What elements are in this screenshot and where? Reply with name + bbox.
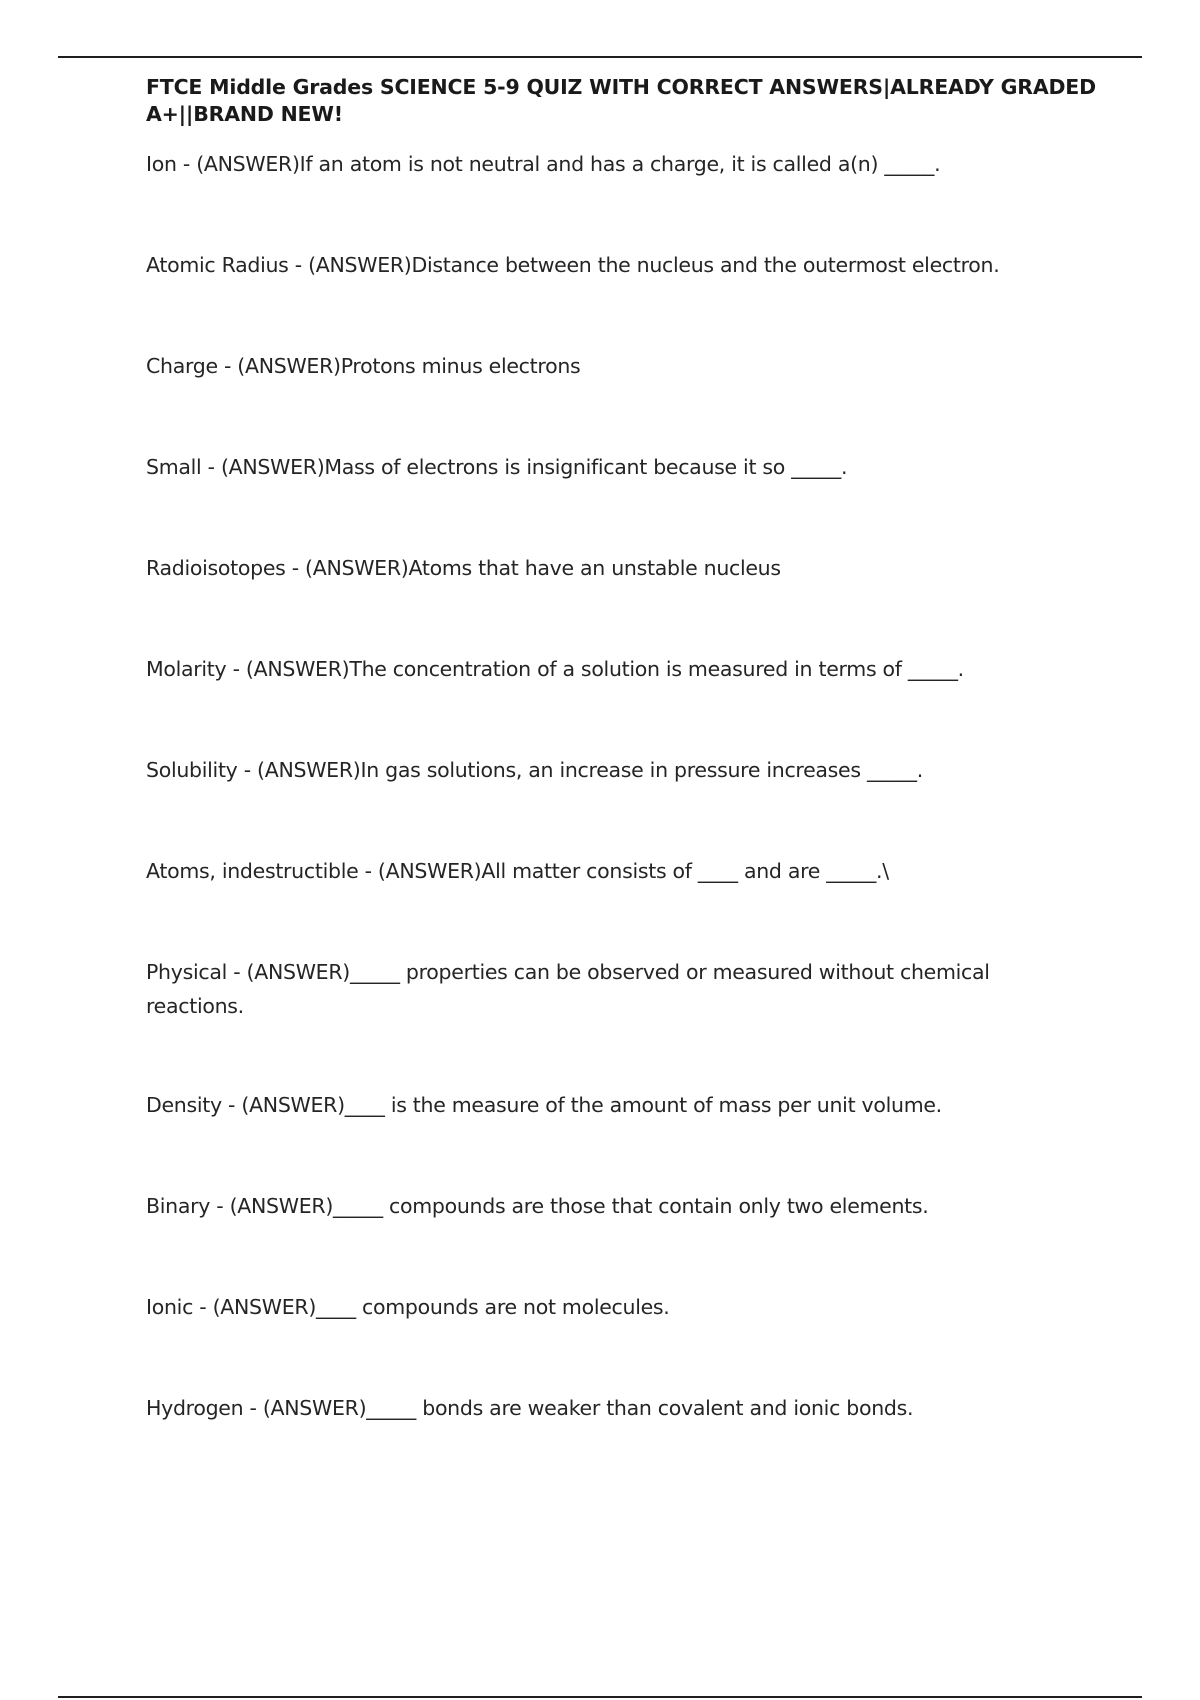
- quiz-entry-list: [146, 147, 1076, 1492]
- bottom-divider: [58, 1696, 1142, 1698]
- quiz-entry: Physical - (ANSWER)_____ properties can be observed or measured without chemical reactions.: [146, 960, 990, 1018]
- quiz-entry: Hydrogen - (ANSWER)_____ bonds are weaker than covalent and ionic bonds.: [146, 1396, 914, 1420]
- quiz-entry: Density - (ANSWER)____ is the measure of the amount of mass per unit volume.: [146, 1093, 942, 1117]
- quiz-entry: Radioisotopes - (ANSWER)Atoms that have an unstable nucleus: [146, 556, 781, 580]
- quiz-entry: Binary - (ANSWER)_____ compounds are those that contain only two elements.: [146, 1194, 929, 1218]
- quiz-entry: Atoms, indestructible - (ANSWER)All matter consists of ____ and are _____.\: [146, 859, 889, 883]
- document-title: FTCE Middle Grades SCIENCE 5-9 QUIZ WITH CORRECT ANSWERS|ALREADY GRADED A+||BRAND NEW!: [146, 75, 1096, 126]
- quiz-entry: Ion - (ANSWER)If an atom is not neutral and has a charge, it is called a(n) _____.: [146, 152, 941, 176]
- quiz-entry: Ionic - (ANSWER)____ compounds are not molecules.: [146, 1295, 670, 1319]
- quiz-entry: Small - (ANSWER)Mass of electrons is insignificant because it so _____.: [146, 455, 848, 479]
- quiz-entry: Atomic Radius - (ANSWER)Distance between the nucleus and the outermost electron.: [146, 253, 1000, 277]
- top-divider: [58, 56, 1142, 58]
- quiz-entry: Molarity - (ANSWER)The concentration of a solution is measured in terms of _____.: [146, 657, 964, 681]
- quiz-entry: Charge - (ANSWER)Protons minus electrons: [146, 354, 581, 378]
- quiz-entry: Solubility - (ANSWER)In gas solutions, an increase in pressure increases _____.: [146, 758, 923, 782]
